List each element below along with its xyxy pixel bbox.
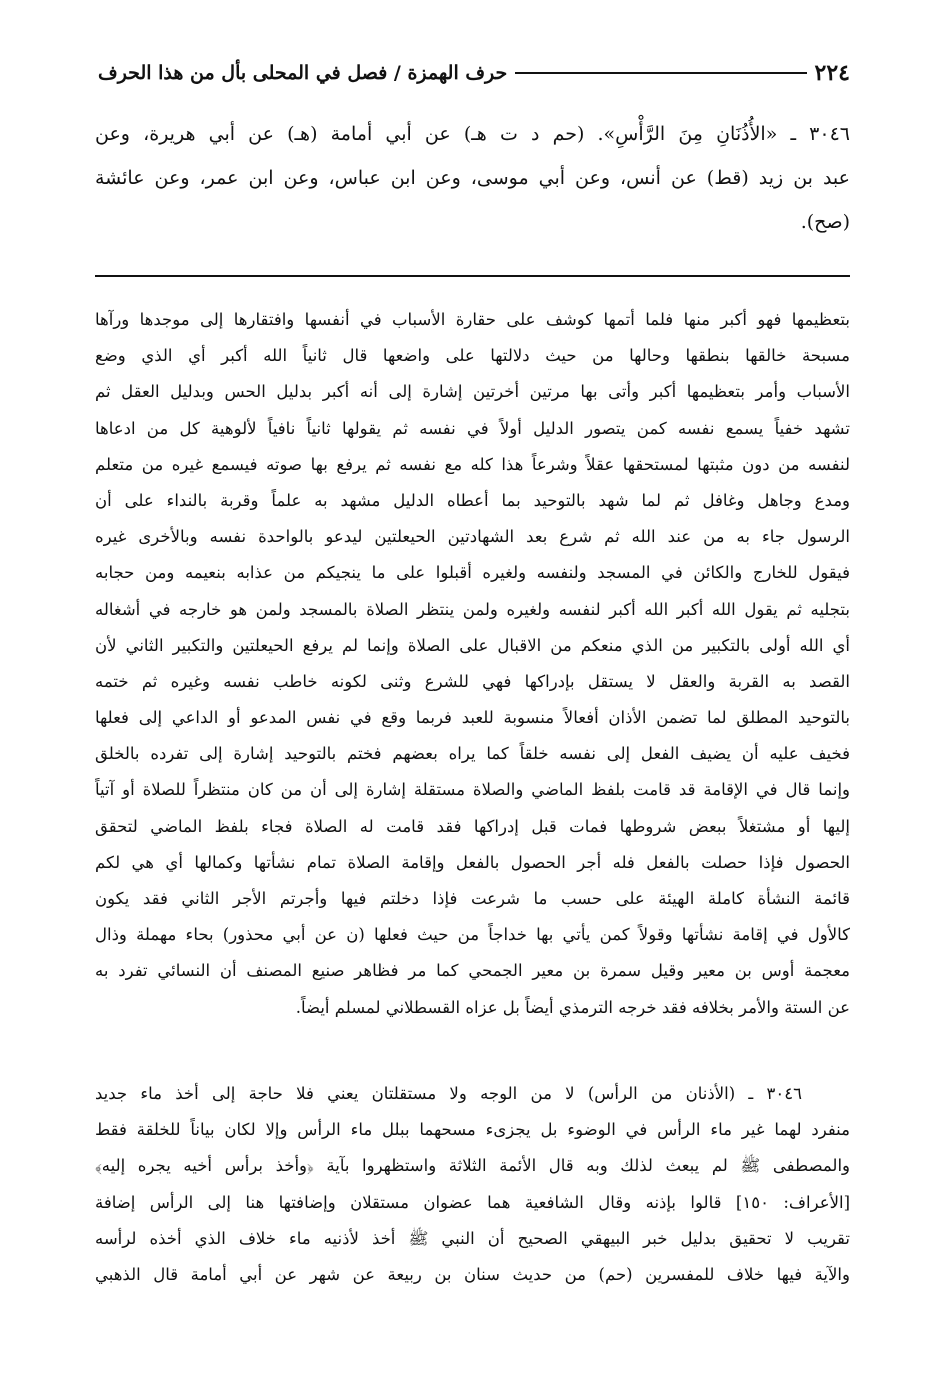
commentary-line: أي الله أولى بالتكبير من الذي منعكم من الاقبال على الصلاة وإنما لم يرفع الحيعلتين والتكبير الثاني لأن: [95, 635, 850, 655]
commentary-line: ومدع وجاهل وغافل ثم لما شهد بالتوحيد بما أعطاه الدليل مشهد به علماً وقربة بالنداء على أن: [95, 490, 850, 510]
commentary-line: الرسول جاء به من عند الله ثم شرع بعد الشهادتين الحيعلتين ليدعو بالواحدة نفسه وبالأخرى غيره: [95, 527, 850, 547]
header-rule: [515, 72, 806, 74]
commentary-line: قائمة النشأة كاملة الهيئة على حسب ما شرعت فإذا دخلتم فيها وأجرتم الأجر الثاني فقد يكون: [95, 889, 850, 908]
explanation-line: ٣٠٤٦ ـ (الأذنان من الرأس) لا من الوجه ولا مستقلتان يعني فلا حاجة إلى أخذ ماء جديد: [95, 1084, 802, 1103]
commentary-line: فخيف عليه أن يضيف الفعل إلى نفسه خلقاً كما يراه بعضهم فختم بالتوحيد إشارة إلى تفرده بالخلق: [95, 744, 850, 764]
commentary-line: فيقول للخارج والكائن في المسجد ولنفسه ولغيره أقبلوا على ما ينجيكم من عذابه بنعيمه ومن حجابه: [95, 563, 850, 583]
commentary-line: وإنما قال في الإقامة قد قامت بلفظ الماضي والصلاة مستقلة إشارة إلى أن من كان منتظراً للصلاة أو آتياً: [95, 780, 850, 800]
commentary-line: بالتوحيد المطلق لما تضمن الأذان أفعالاً منسوبة للعبد فربما وقع في نفس المدعو أو الداعي إلى فعلها: [95, 708, 850, 728]
explanation-line: منفرد لهما غير ماء الرأس في الوضوء بل يجزىء مسحهما ببلل ماء الرأس وإلا لكان بياناً للخلقة فقط: [95, 1120, 850, 1140]
commentary-line: كالأول في إقامة نشأتها وقولاً كمن يأتي بها خداجاً من حيث فعلها (ن عن أبي محذور) بحاء مهملة وذال: [95, 925, 850, 945]
main-hadith: [95, 112, 850, 244]
page-header: [98, 55, 850, 91]
commentary-line: القصد به القربة والعقل لا يستقل بإدراكها فهي للشرع وثنى لكونه خاطب نفسه وغيره ثم ختمه: [95, 671, 850, 691]
hadith-line: (صح).: [800, 211, 850, 233]
commentary-line: الحصول فإذا حصلت بالفعل فله أجر الحصول بالفعل وإقامة الصلاة تمام نشأتها وكمالها أي هي لكم: [95, 852, 850, 872]
commentary-line: تشهد خفياً يسمع نفسه كمن يتصور الدليل أولاً في نفسه ثم يقولها ثانياً نافياً لألوهية كل من ادعاها: [95, 418, 850, 438]
hadith-line: عبد بن زيد (قط) عن أنس، وعن أبي موسى، وعن ابن عباس، وعن ابن عمر، وعن عائشة: [95, 167, 850, 189]
commentary-line: بتعظيمها فهو أكبر منها فلما أتمها كوشف على حقارة الأسباب في أنفسها وافتقارها إلى موجدها ورآها: [95, 310, 850, 329]
commentary-line: لنفسه من دون مثبتها لمستحقها عقلاً وشرعاً هذا كله مع نفسه ثم يرفع بها صوته فيسمع غيره من متعلم: [95, 454, 850, 474]
commentary-block: [95, 302, 850, 1026]
hadith-explanation-block: [95, 1076, 850, 1293]
commentary-line: الأسباب وأمر بتعظيمها أكبر وأتى بها مرتين أخرتين إشارة إلى أنه أكبر بدليل الحس وبدليل العقل ثم: [95, 382, 850, 402]
commentary-line: مسبحة خالقها بنطقها وحالها من حيث دلالتها على واضعها قال ثانياً الله أكبر أي الذي وضع: [95, 346, 850, 366]
footnote-separator: [95, 275, 850, 277]
explanation-line: والمصطفى ﷺ لم يبعث لذلك وبه قال الأئمة الثلاثة واستظهروا بآية ﴿وأخذ برأس أخيه يجره إليه﴾: [95, 1156, 850, 1176]
hadith-line: ٣٠٤٦ ـ «الأُذُنَانِ مِنَ الرَّأْسِ». (حم د ت هـ) عن أبي أمامة (هـ) عن أبي هريرة، وعن: [95, 123, 850, 145]
explanation-line: والآية فيها خلاف للمفسرين (حم) من حديث سنان بن ربيعة عن شهر عن أبي أمامة قال الذهبي: [95, 1264, 850, 1284]
commentary-line: إليها أو مشتغلاً ببعض شروطها فمات قبل إدراكها فقد قامت له الصلاة فجاء بلفظ الماضي لتحقق: [95, 816, 850, 836]
commentary-line: معجمة أوس بن معير وقيل سمرة بن معير الجمحي كما مر فظاهر صنيع المصنف أن النسائي تفرد به: [95, 961, 850, 981]
running-title: حرف الهمزة / فصل في المحلى بأل من هذا الحرف: [98, 62, 508, 84]
explanation-line: تقريب لا تحقيق بدليل خبر البيهقي الصحيح أن النبي ﷺ أخذ لأذنيه ماء خلاف الذي أخذه لرأسه: [95, 1228, 850, 1248]
explanation-line: [الأعراف: ١٥٠] قالوا بإذنه وقال الشافعية هما عضوان مستقلان وإضافتها هنا إلى الرأس إضافة: [95, 1192, 850, 1212]
commentary-line: عن الستة والأمر بخلافه فقد خرجه الترمذي أيضاً بل عزاه القسطلاني لمسلم أيضاً.: [295, 997, 850, 1017]
commentary-line: بتجليه ثم يقول الله أكبر الله أكبر لنفسه ولغيره ولمن ينتظر الصلاة بالمسجد ولمن هو خارجه في أشغاله: [95, 599, 850, 619]
page-number: ٢٢٤: [814, 60, 850, 86]
